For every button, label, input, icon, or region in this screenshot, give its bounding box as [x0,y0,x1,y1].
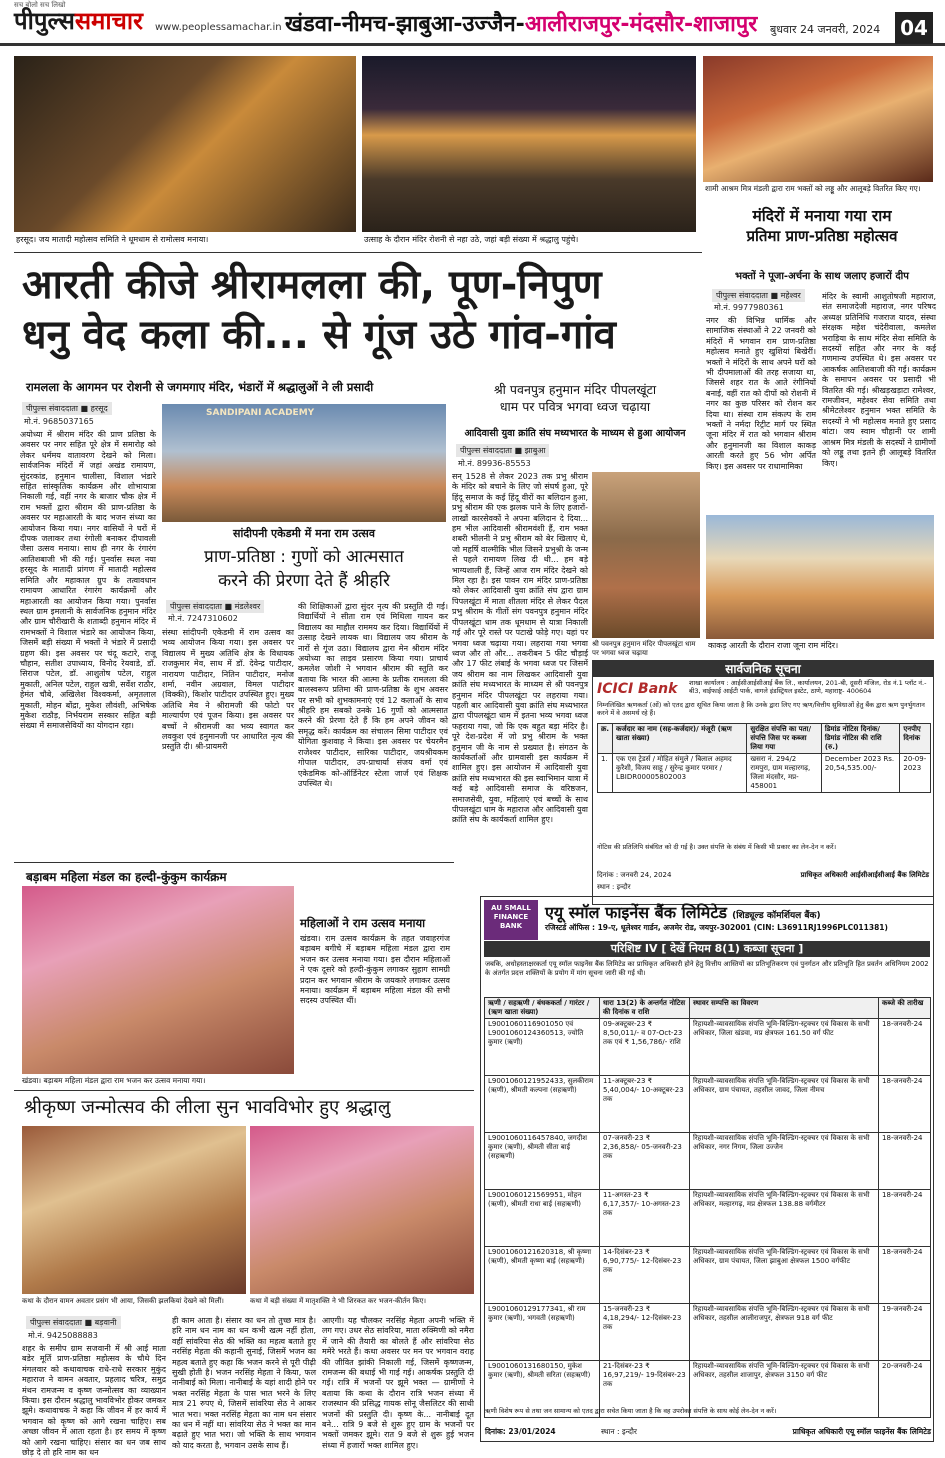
au-cell: 20-जनवरी-24 [879,1361,931,1418]
photo-harsud-stage [14,56,356,232]
icici-header-cell: डिमांड नोटिस दिनांक/ डिमांड नोटिस की राशि (रु.) [821,724,900,754]
pipalkhunta-body: सन् 1528 से लेकर 2023 तक प्रभु श्रीराम के मंदिर को बचाने के लिए जो संघर्ष हुआ, पूरे हिंदू समाज के कई हिंदू वीरों का बलिदान हुआ, प्रभु श्रीराम की एक झलक पाने के लिए हजारों-लाखों कारसेवकों ने अपना बलिदान दे दिया... हम भील आदिवासी श्रीरामवंशी हैं, राम भक्त शबरी भीलनी ने प्रभु श्रीराम को बेर खिलाए थे, जो महर्षि वाल्मीकि भील जिसने प्रभुश्री के जन्म से पहले रामायण लिख दी थी... हम बड़े भाग्यशाली हैं, जिन्हें आज राम मंदिर देखने को मिल रहा है। इस पावन राम मंदिर प्राण-प्रतिष्ठा को लेकर आदिवासी युवा क्रांति संघ द्वारा ग्राम पिपलखूंटा में माता शीतला मंदिर से लेकर पैदल प्रभु श्रीराम के गीतों संग पवनपुत्र हनुमान मंदिर पीपलखूंटा धाम तक धूमधाम से यात्रा निकाली गई और पूरे रास्ते पर पटाखे फोड़े गए। यहां पर भगवा ध्वज चढ़ाया गया। लहराया गया भगवा ध्वज और तो और... तकरीबन 5 फीट चौड़ाई और 17 फीट लंबाई के भगवा ध्वज पर जिसमें जय श्रीराम का नाम लिखकर आदिवासी युवा क्रांति संघ मध्यभारत के माध्यम से श्री पवनपुत्र हनुमान मंदिर पीपलखूंटा पर लहराया गया। पहली बार आदिवासी युवा क्रांति संघ मध्यभारत द्वारा पीपलखूंटा धाम में इतना भव्य भगवा ध्वज फहराया गया, जो कि एक बहुत बड़ा मंदिर है। पूरे देश-प्रदेश में जो प्रभु श्रीराम के भक्त हनुमान जी के नाम से प्रख्यात है। संगठन के कार्यकर्ताओं और ग्रामवासी इस कार्यक्रम में शामिल हुए। इस आयोजन में आदिवासी युवा क्रांति संघ मध्यभारत की इस स्वाभिमान यात्रा में कई बड़े आदिवासी समाज के वरिष्ठजन, समाजसेवी, युवा, महिलाएं एवं बच्चों के साथ पीपलखूंटा धाम के महाराज और आदिवासी युवा क्रांति संघ के कार्यकर्ता शामिल हुए। [452,472,588,825]
icici-intro: निम्नलिखित ऋणकर्ता (ओं) को एतद द्वारा सूचित किया जाता है कि उनके द्वारा लिए गए ऋण/वित्तीय सुविधाओं हेतु बैंक द्वारा ऋण पुनर्भुगतान करने में वे असमर्थ रहे हैं। [597,701,925,717]
pipalkhunta-subhead: आदिवासी युवा क्रांति संघ मध्यभारत के माध्यम से हुआ आयोजन [464,428,686,439]
au-cell: 15-जनवरी-23 ₹ 4,18,294/- 12-दिसंबर-23 तक [600,1304,690,1361]
byline-text: पीपुल्स संवाददाता [26,404,78,413]
au-cell: 09-अक्टूबर-23 ₹ 8,50,011/- व 07-Oct-23 तक एवं ₹ 1,56,786/- राशि [600,1019,690,1076]
caption-kakad: काकड़ आरती के दौरान राजा जूना राम मंदिर। [708,641,839,650]
sandipani-body-col2: की शिक्षिकाओं द्वारा सुंदर नृत्य की प्रस्तुति दी गई। विद्यार्थियों ने सीता राम एवं मिथिला गायन कर विद्यालय का माहौल राममय कर दिया। विद्यार्थियों में उत्साह देखने लायक था। विद्यालय जय श्रीराम के नारों से गूंज उठा। विद्यालय द्वारा मेन श्रीराम मंदिर अयोध्या का लाइव प्रसारण किया गया। प्राचार्य कमलेश जोशी ने भगवान श्रीराम की स्तुति कर बताया कि भारत की आत्मा के प्रतीक रामलला की बालस्वरूप प्रतिमा की प्राण-प्रतिष्ठा के शुभ अवसर पर सभी को शुभकामनाएं एवं 12 कलाओं के साथ श्रीहरि हम सबको उनके 16 गुणों को आत्मसात करने की प्रेरणा देते हैं कि हम अपने जीवन को समृद्ध करें। कार्यक्रम का संचालन सिमा पाटीदार एवं योगिता कुशवाह ने किया। इस अवसर पर चेयरमैन राजेश्वर पाटीदार, सारिका पाटीदार, जयश्रीयकम गोपाल पाटीदार, उप-प्राचार्या संजय वर्मा एवं एकेडमिक को-ऑर्डिनेटर स्टेला जार्ज एवं शिक्षक उपस्थित थे। [298,602,448,788]
byline-text: पीपुल्स संवाददाता [460,446,512,455]
icici-date: दिनांक : जनवरी 24, 2024 [597,871,672,879]
icici-cell: खसरा नं. 294/2 रामपुरा, ग्राम मल्हारगढ़, जिला मंदसौर, मप्र- 458001 [747,754,821,793]
krishna-phone: मो.नं. 9425088883 [28,1331,98,1340]
website-link[interactable]: www.peoplessamachar.in [155,22,282,33]
sandipani-caption: सांदीपनी एकेडमी में मना राम उत्सव [233,527,375,540]
caption-ashram: शामी आश्रम मित्र मंडली द्वारा राम भक्तों को लड्डू और आलूबड़े वितरित किए गए। [705,184,921,193]
au-header-cell: कब्जे की तारीख [879,998,931,1019]
au-cell: L9001060121620318, श्री कृष्णा (ऋणी), श्रीमती कृष्णा बाई (सहऋणी) [485,1247,600,1304]
caption-harsud: हरसूद। जय मातादी महोत्सव समिति ने धूमधाम से रामोत्सव मनाया। [16,235,209,244]
main-headline-line2: धनु वेद कला की... से गूंज उठे गांव-गांव [22,312,616,358]
au-cell: 18-जनवरी-24 [879,1076,931,1133]
caption-temple: उत्साह के दौरान मंदिर रोशनी से नहा उठे, जहां बड़ी संख्या में श्रद्धालु पहुंचे। [364,235,579,244]
byline-place: बड़वानी [94,1318,117,1327]
krishna-byline: पीपुल्स संवाददाता ■ बड़वानी [26,1316,121,1329]
divider [14,252,702,253]
au-cell: L9001060116901050 एवं L9001060124360513, ज्योति कुमार (ऋणी) [485,1019,600,1076]
sandipani-body-col1: संस्था सांदीपनी एकेडमी में राम उत्सव का भव्य आयोजन किया गया। इस अवसर पर विद्यालय में मुख्य अतिथि क्षेत्र के विधायक राजकुमार मेव, साथ में डॉ. देवेन्द्र पाटीदार, नारायण पाटीदार, नितिन पाटीदार, मनोज शर्मा, नवीन अग्रवाल, विमल पाटीदार (विक्की), किशोर पाटीदार उपस्थित हुए। मुख्य अतिथि मेव ने श्रीरामजी की फोटो पर माल्यार्पण एवं पूजन किया। इस अवसर पर बच्चों ने श्रीरामजी का भव्य स्वागत कर लवकुश एवं हनुमानजी पर आधारित नृत्य की प्रस्तुति दी। श्री-प्रायमरी [162,628,294,752]
au-cell: 18-जनवरी-24 [879,1190,931,1247]
main-headline-line1: आरती कीजे श्रीरामलला की, पूण-निपुण [22,262,602,308]
mandir-body-col1: नगर की विभिन्न धार्मिक और सामाजिक संस्थाओं ने 22 जनवरी को मंदिरों में भगवान राम प्राण-प्रतिष्ठा महोत्सव मनाते हुए खुशियां बिखेरीं। भक्तों ने मंदिरों के साथ अपने घरों को भी दीपमालाओं की तरह सजाया था, जिससे शहर रात के आते रंगीनियों बनाई, वहीं रात को दीपों को रोशनी में नगर का कुछ परिसर को रोशन कर दिया था। संस्था राम संकल्प के राम भक्तों ने नर्मदा रिट्रीट मार्ग पर स्थित जूना मंदिर में रात को भगवान श्रीराम और हनुमानजी का विशाल काकड़ आरती करते हुए 56 भोग अर्पित किए। इस अवसर पर राधामामिका [706,316,816,471]
byline-place: झाबुआ [524,446,546,455]
au-header-cell: स्थावर सम्पत्ति का विवरण [690,998,879,1019]
cities-plain: खंडवा-नीमच-झाबुआ-उज्जैन- [285,12,525,37]
harsud-body: अयोध्या में श्रीराम मंदिर की प्राण प्रतिष्ठा के अवसर पर नगर सहित पूरे क्षेत्र में समारोह को लेकर धर्ममय वातावरण देखने को मिला। सार्वजनिक मंदिरों में जहां अखंड रामायण, सुंदरकांड, हनुमान चालीसा, विशाल भंडारे सहित सांस्कृतिक कार्यक्रम और शोभायात्रा निकाली गई, वहीं नगर के बाजार चौक क्षेत्र में राम भक्तों द्वारा श्रीराम की प्राण-प्रतिष्ठा के अवसर पर महाआरती के बाद भजन संध्या का आयोजन किया गया। नगर वासियों ने घरों में दीपक जलाकर तथा रंगोली बनाकर दीपावली जैसा उत्सव मनाया। साथ ही नगर के रंगारंग आतिशबाजी भी की गई। पुनर्वास स्थल नया हरसूद के मातादी प्रांगण में मातादी महोत्सव समिति और महाकाल ग्रुप के तत्वावधान रामायण आधारित रंगारंग कार्यक्रमों और महाआरती का आयोजन किया गया। पुनर्वास स्थल ग्राम इमलानी के सार्वजनिक हनुमान मंदिर और ग्राम चौरीखारी के शताब्दी हनुमान मंदिर में रामभक्तों ने विशाल भंडारे का आयोजन किया, जिसमें बड़ी संख्या में भक्तों ने भंडारे में प्रसादी ग्रहण की। इस अवसर पर चंदू कटारे, राजू चौहान, सतीश उपाध्याय, विनोद रेयवाडे, डॉ. सिराज पटेल, डॉ. आशुतोष पटेल, राहुल मुकाती, अनिल पटेल, राहुल खत्री, सर्वेश राठौर, हेमंत चौबे, अखिलेश विश्वकर्मा, अमृतलाल मुकाती, मोहन बोंद्रा, मुकेश लौवंशी, अभिषेक मुकेश राठौड़, निर्भयराम सस्कार सहित बड़ी संख्या में समाजसेवियों का योगदान रहा। [20,430,156,731]
au-date: दिनांक: 23/01/2024 [485,1427,556,1436]
newspaper-logo[interactable] [14,4,143,37]
au-cell: 18-जनवरी-24 [879,1019,931,1076]
au-cell: 11-अक्टूबर-23 ₹ 5,40,004/- 10-अक्टूबर-23 तक [600,1076,690,1133]
pipalkhunta-byline: पीपुल्स संवाददाता ■ झाबुआ [456,444,549,457]
au-cell: रिहायशी-व्यावसायिक संपत्ति भूमि-बिल्डिंग-स्ट्रक्चर एवं विकास के सभी अधिकार, जिला खंडवा, मप्र क्षेत्रफल 161.50 वर्ग फीट [690,1019,879,1076]
au-cell: 19-जनवरी-24 [879,1304,931,1361]
au-data-row [485,1076,931,1133]
academy-sign: SANDIPANI ACADEMY [206,408,315,418]
pipalkhunta-headline-2: धाम पर पवित्र भगवा ध्वज चढ़ाया [499,399,651,414]
au-cell: 21-दिसंबर-23 ₹ 16,97,219/- 19-दिसंबर-23 तक [600,1361,690,1418]
icici-footer: नोटिस की प्रतिलिपि संबंधित को दी गई है। उक्त संपत्ति के संबंध में किसी भी प्रकार का लेन-देन न करें। [597,843,837,851]
icici-logo [597,681,677,697]
krishna-headline: श्रीकृष्ण जन्मोत्सव की लीला सुन भावविभोर हुए श्रद्धालु [24,1097,391,1118]
photo-vaman-avatar [22,1126,246,1294]
harsud-phone: मो.नं. 9685037165 [24,417,94,426]
photo-temple-lights [362,56,696,232]
photo-ashram-ladoo [703,56,933,182]
au-address: रजिस्टर्ड ऑफिस : 19-ए, धूलेश्वर गार्डन, अजमेर रोड, जयपुर-302001 (CIN: L36911RJ1996PLC011381) [545,923,888,932]
byline-text: पीपुल्स संवाददाता [716,291,768,300]
au-title [545,901,821,923]
icici-header-row [598,724,931,754]
au-header-cell: ऋणी / सहऋणी / बंधककर्ता / गारंटर / (ऋण खाता संख्या) [485,998,600,1019]
photo-sandipani-academy [162,404,446,522]
caption-badabam: खंडवा। बड़ाबम महिला मंडल द्वारा राम भजन कर उत्सव मनाया गया। [22,1076,206,1085]
caption-matrishakti: कथा में बड़ी संख्या में मातृशक्ति ने भी शिरकत कर भजन-कीर्तन किए। [250,1297,427,1305]
au-cell: रिहायशी-व्यावसायिक संपत्ति भूमि-बिल्डिंग-स्ट्रक्चर एवं विकास के सभी अधिकार, नगर निगम, जिला उज्जैन [690,1133,879,1190]
cities-highlight: आलीराजपुर-मंदसौर-शाजापुर [524,12,758,37]
pipalkhunta-headline-1: श्री पवनपुत्र हनुमान मंदिर पीपलखूंटा [493,382,657,397]
mandir-subhead: भक्तों ने पूजा-अर्चना के साथ जलाए हजारों दीप [735,271,909,282]
au-cell: रिहायशी-व्यावसायिक संपत्ति भूमि-बिल्डिंग-स्ट्रक्चर एवं विकास के सभी अधिकार, ग्राम पंचायत, तहसील जावद, जिला नीमच [690,1076,879,1133]
au-cell: 07-जनवरी-23 ₹ 2,36,858/- 05-जनवरी-23 तक [600,1133,690,1190]
au-header-cell: धारा 13(2) के अन्तर्गत नोटिस की दिनांक व राशि [600,998,690,1019]
mandir-headline-1: मंदिरों में मनाया गया राम [752,207,892,225]
tagline: सच बोलो सच लिखो [14,1,66,9]
au-subtitle: (शिड्यूल्ड कॉमर्शियल बैंक) [732,911,821,921]
icici-header-cell: एनपीए दिनांक [900,724,931,754]
au-data-row [485,1019,931,1076]
icici-cell: एक एस ट्रेडर्स / मोहित संमुले / बिलाल अहमद कुरैशी, विजय साहू / सुरेन्द्र कुमार परमार / LBIDR00005802003 [613,754,747,793]
mahila-headline: महिलाओं ने राम उत्सव मनाया [300,916,426,930]
au-logo [484,900,538,940]
pipalkhunta-phone: मो.नं. 89936-85553 [458,459,531,468]
headline-subhead: रामलला के आगमन पर रोशनी से जगमगाए मंदिर, भंडारों में श्रद्धालुओं ने ली प्रसादी [26,380,374,394]
icici-cell: 1. [598,754,613,793]
au-cell: L9001060121569951, मोहन (ऋणी), श्रीमती राधा बाई (सहऋणी) [485,1190,600,1247]
caption-pipalkhunta: श्री पवनपुत्र हनुमान मंदिर पीपलखूंटा धाम पर भगवा ध्वज चढ़ाया [592,640,696,657]
icici-branch: शाखा कार्यालय : आईसीआईसीआई बैंक लि., कार्यालयन, 201-बी, दूसरी मंजिल, रोड नं.1 प्लॉट नं.-बी3, वाईफाई आईटी पार्क, वागले इंडस्ट्रियल इस्टेट, ठाणे, महाराष्ट्र- 400604 [689,679,927,695]
au-cell: रिहायशी-व्यावसायिक संपत्ति भूमि-बिल्डिंग-स्ट्रक्चर एवं विकास के सभी अधिकार, ग्राम पंचायत, जिला झाबुआ क्षेत्रफल 1500 वर्गफीट [690,1247,879,1304]
bank-name: ICICI Bank [597,681,678,697]
au-footer: ऋणी विशेष रूप से तथा जन सामान्य को एतद द्वारा सचेत किया जाता है कि वह उपरोक्त संपत्ति के साथ कोई लेन-देन न करें। [485,1407,777,1415]
mandir-byline: पीपुल्स संवाददाता ■ महेश्वर [712,289,805,302]
au-cell: L9001060129177341, श्री राम कुमार (ऋणी), भगवती (सहऋणी) [485,1304,600,1361]
issue-date: बुधवार 24 जनवरी, 2024 [770,23,881,36]
icici-cell: 20-09-2023 [900,754,931,793]
au-cell: रिहायशी-व्यावसायिक संपत्ति भूमि-बिल्डिंग-स्ट्रक्चर एवं विकास के सभी अधिकार, मल्हारगढ़, मप्र क्षेत्रफल 138.88 वर्गमीटर [690,1190,879,1247]
au-section: परिशिष्ट IV [ देखें नियम 8(1) कब्जा सूचना ] [484,941,930,957]
icici-signatory: प्राधिकृत अधिकारी आईसीआईसीआई बैंक लिमिटेड [800,871,929,879]
photo-badabam-women [22,886,294,1074]
au-bank-notice [480,896,934,1442]
byline-place: हरसूद [90,404,108,413]
logo-main: पीपुल्स [14,7,75,35]
photo-matrishakti [250,1126,474,1294]
divider [14,862,454,863]
au-header-row [485,998,931,1019]
au-data-row [485,1304,931,1361]
au-table [484,997,931,1418]
divider [14,1090,474,1091]
au-cell: 14-दिसंबर-23 ₹ 6,90,775/- 12-दिसंबर-23 तक [600,1247,690,1304]
badabam-headline: बड़ाबम महिला मंडल का हल्दी-कुंकुम कार्यक्रम [26,870,227,884]
au-title-text: एयू स्मॉल फाइनेंस बैंक लिमिटेड [545,903,727,922]
au-cell: 11-अगस्त-23 ₹ 6,17,357/- 10-अगस्त-23 तक [600,1190,690,1247]
au-cell: 18-जनवरी-24 [879,1133,931,1190]
icici-place: स्थान : इन्दौर [597,883,631,891]
au-cell: L9001060116457840, जगदीश कुमार (ऋणी), श्रीमती सीता बाई (सहऋणी) [485,1133,600,1190]
mandir-headline-2: प्रतिमा प्राण-प्रतिष्ठा महोत्सव [746,227,898,245]
masthead [0,0,945,46]
sandipani-headline-2: करने की प्रेरणा देते हैं श्रीहरि [218,571,390,591]
byline-place: मंडलेश्वर [234,602,261,611]
icici-cell: December 2023 Rs. 20,54,535.00/- [821,754,900,793]
krishna-body-col3: आएगी। यह चौलकर नरसिंह मेहता अपनी भक्ति में लग गए। उधर सेठ सांवरिया, माता रुक्मिणी को नमैरा में जाने की तैयारी का बोलते हैं और सांवरिया सेठ ममेरे भरते हैं। कथा अवसर पर मन पर भगवान वराह की जीवित झांकी निकाली गई, जिसमें कृष्णजन्म, रामजन्म की बधाई भी गाई गई। आकर्षक प्रस्तुति दी गई। रात्रि में भजनों पर झूमे भक्त — ग्रामीणों ने बताया कि कथा के दौरान रात्रि भजन संध्या में राजस्थान की प्रसिद्ध गायक साेनू जैसलिटर की साथी भजनों की प्रस्तुति दी। कृष्ण के... नानीबाई दूत बने... रात्रि 9 बजे से शुरू हुए ग्राम के भजनों पर भक्तों जमकर झूमे। रात 9 बजे से शुरू हुई भजन संध्या में हजारों भक्त शामिल हुए। [322,1316,474,1450]
byline-place: महेश्वर [780,291,801,300]
icici-table [597,723,931,793]
krishna-body-col2: ही काम आता है। संसार का धन तो तुच्छ मात्र है। हरि नाम धन नाम का धन कभी खत्म नहीं होता, वहीं सांवरिया सेठ की भक्ति का महत्व बताते हुए नरसिंह मेहता की कहानी सुनाई, जिसमें भजन का महत्व बताते हुए कहा कि भजन करने से पूरी पीढ़ी सुखी होती है। भजन नरसिंह मेहता ने किया, फल नानीबाई को मिला। नानीबाई के यहां शादी होने पर भक्त नरसिंह मेहता के पास भात भरने के लिए मात्र 21 रुपए थे, जिसमें सांवरिया सेठ ने आकर भात भरा। भक्त नरसिंह मेहता का नाम धन संसार का धन में नहीं था। सांवरिया सेठ ने भक्त का मान बढ़ाते हुए भात भरा। जो भक्ति के साथ भगवान को याद करता है, भगवान उसके साथ हैं। [172,1316,316,1450]
sandipani-headline-1: प्राण-प्रतिष्ठा : गुणों को आत्मसात [204,547,404,567]
au-cell: L9001060121952433, सुलकीराम (ऋणी), श्रीमती कल्पना (सहऋणी) [485,1076,600,1133]
au-cell: रिहायशी-व्यावसायिक संपत्ति भूमि-बिल्डिंग-स्ट्रक्चर एवं विकास के सभी अधिकार, तहसील आलीराजपुर, क्षेत्रफल 918 वर्ग फीट [690,1304,879,1361]
icici-data-row [598,754,931,793]
notice-title: सार्वजनिक सूचना [593,661,933,677]
sandipani-phone: मो.नं. 7247310602 [168,614,238,623]
au-data-row [485,1247,931,1304]
byline-text: पीपुल्स संवाददाता [170,602,222,611]
photo-bhagwa-dhwaj [592,472,700,638]
au-cell: L9001060131680150, मुकेश कुमार (ऋणी), श्रीमती सरिता (सहऋणी) [485,1361,600,1418]
icici-header-cell: सुरक्षित संपत्ति का पता/ संपत्ति जिस पर कब्जा लिया गया [747,724,821,754]
mahila-body: खंडवा। राम उत्सव कार्यक्रम के तहत जवाहरगंज बड़ाबम बगीचे में बड़ाबम महिला मंडल द्वारा राम भजन कर उत्सव मनाया गया। इस दौरान महिलाओं ने एक दूसरे को हल्दी-कुंकुम लगाकर सुहाग सामग्री प्रदान कर भगवान श्रीराम के जयकारे लगाकर उत्सव मनाया। कार्यक्रम में बड़ाबम महिला मंडल की सभी सदस्य उपस्थित थीं। [300,934,450,1006]
au-logo-text: AU SMALL FINANCE BANK [491,904,531,930]
au-signatory: प्राधिकृत अधिकारी एयू स्मॉल फाइनेंस बैंक लिमिटेड [792,1427,931,1436]
photo-kakad-aarti [706,515,934,639]
au-data-row [485,1190,931,1247]
au-cell: 18-जनवरी-24 [879,1247,931,1304]
mandir-body-col2: मंदिर के स्वामी आशुतोषजी महाराज, संत समाजदेजी महाराज, नगर परिषद अध्यक्ष प्रतिनिधि गजराज यादव, संस्था संरक्षक महेश चंदेरीवाला, कमलेश भराड़िया के साथ मंदिर सेवा समिति के सदस्यों सहित और नगर के कई गणमान्य उपस्थित थे। इस अवसर पर आकर्षक आतिशबाजी की गई। कार्यक्रम के समापन अवसर पर प्रसादी भी वितरित की गई। श्रीखड़खड़ाटा रामेश्वर, रामजीवन, महेश्वर सेवा समिति तथा श्रीमेटलेश्वर हनुमान भक्त समिति के सदस्यों ने भी महोत्सव मनाते हुए प्रसाद बांटा। जय स्वाम चौहानी पर शामी आश्रम मित्र मंडली के सदस्यों ने ग्रामीणों को लड्डू तथा इतने ही आलूबड़े वितरित किए। [822,292,936,468]
page-number: 04 [895,12,933,44]
au-intro: जबकि, अधोहस्ताक्षरकर्ता एयू स्मॉल फाइनेंस बैंक लिमिटेड का प्राधिकृत अधिकारी होने हेतु वित्तीय आस्तियों का प्रतिभूतिकरण एवं पुनर्गठन और प्रतिभूति हित प्रवर्तन अधिनियम 2002 के अंतर्गत प्रदत्त शक्तियों के प्रयोग में मांग सूचना जारी की गई थी। [485,960,929,977]
sandipani-byline: पीपुल्स संवाददाता ■ मंडलेश्वर [166,600,264,613]
byline-text: पीपुल्स संवाददाता [30,1318,82,1327]
harsud-byline: पीपुल्स संवाददाता ■ हरसूद [22,402,112,415]
logo-accent: समाचार [74,7,143,35]
au-place: स्थान : इन्दौर [601,1427,637,1436]
mandir-phone: मो.नं. 9977980361 [714,303,784,312]
public-notice-icici [592,660,934,905]
krishna-body-col1: शहर के समीप ग्राम सजवानी में श्री आई माता बडेर मूर्ति प्राण-प्रतिष्ठा महोत्सव के चौथे दिन मंगलवार को कथावाचक राधे-राधे सरकार मुकुंद महाराज ने वामन अवतार, प्रहलाद चरित्र, समुद्र मंथन रामजन्म व कृष्ण जन्मोत्सव का व्याख्यान किया। इस दौरान श्रद्धालु भावविभोर होकर जमकर झूमे। कथावाचक ने कहा कि जीवन में हर कार्य में भगवान को कृष्ण को आगे रखना चाहिए। सब अच्छा जीवन में आता रहता है। हर समय में कृष्ण को आगे रखना चाहिए। संसार का धन जब साथ छोड़ दे तो हरि नाम का धन [22,1344,166,1458]
caption-vaman: कथा के दौरान वामन अवतार प्रसंग भी आया, जिसकी झलकियां देखने को मिलीं। [22,1297,224,1305]
au-cell: रिहायशी-व्यावसायिक संपत्ति भूमि-बिल्डिंग-स्ट्रक्चर एवं विकास के सभी अधिकार, तहसील शाजापुर, क्षेत्रफल 3150 वर्ग फीट [690,1361,879,1418]
icici-header-cell: क्र. [598,724,613,754]
edition-cities [285,8,757,38]
au-data-row [485,1133,931,1190]
icici-header-cell: कर्जदार का नाम (सह-कर्जदार)/ मंजूरी (ऋण खाता संख्या) [613,724,747,754]
